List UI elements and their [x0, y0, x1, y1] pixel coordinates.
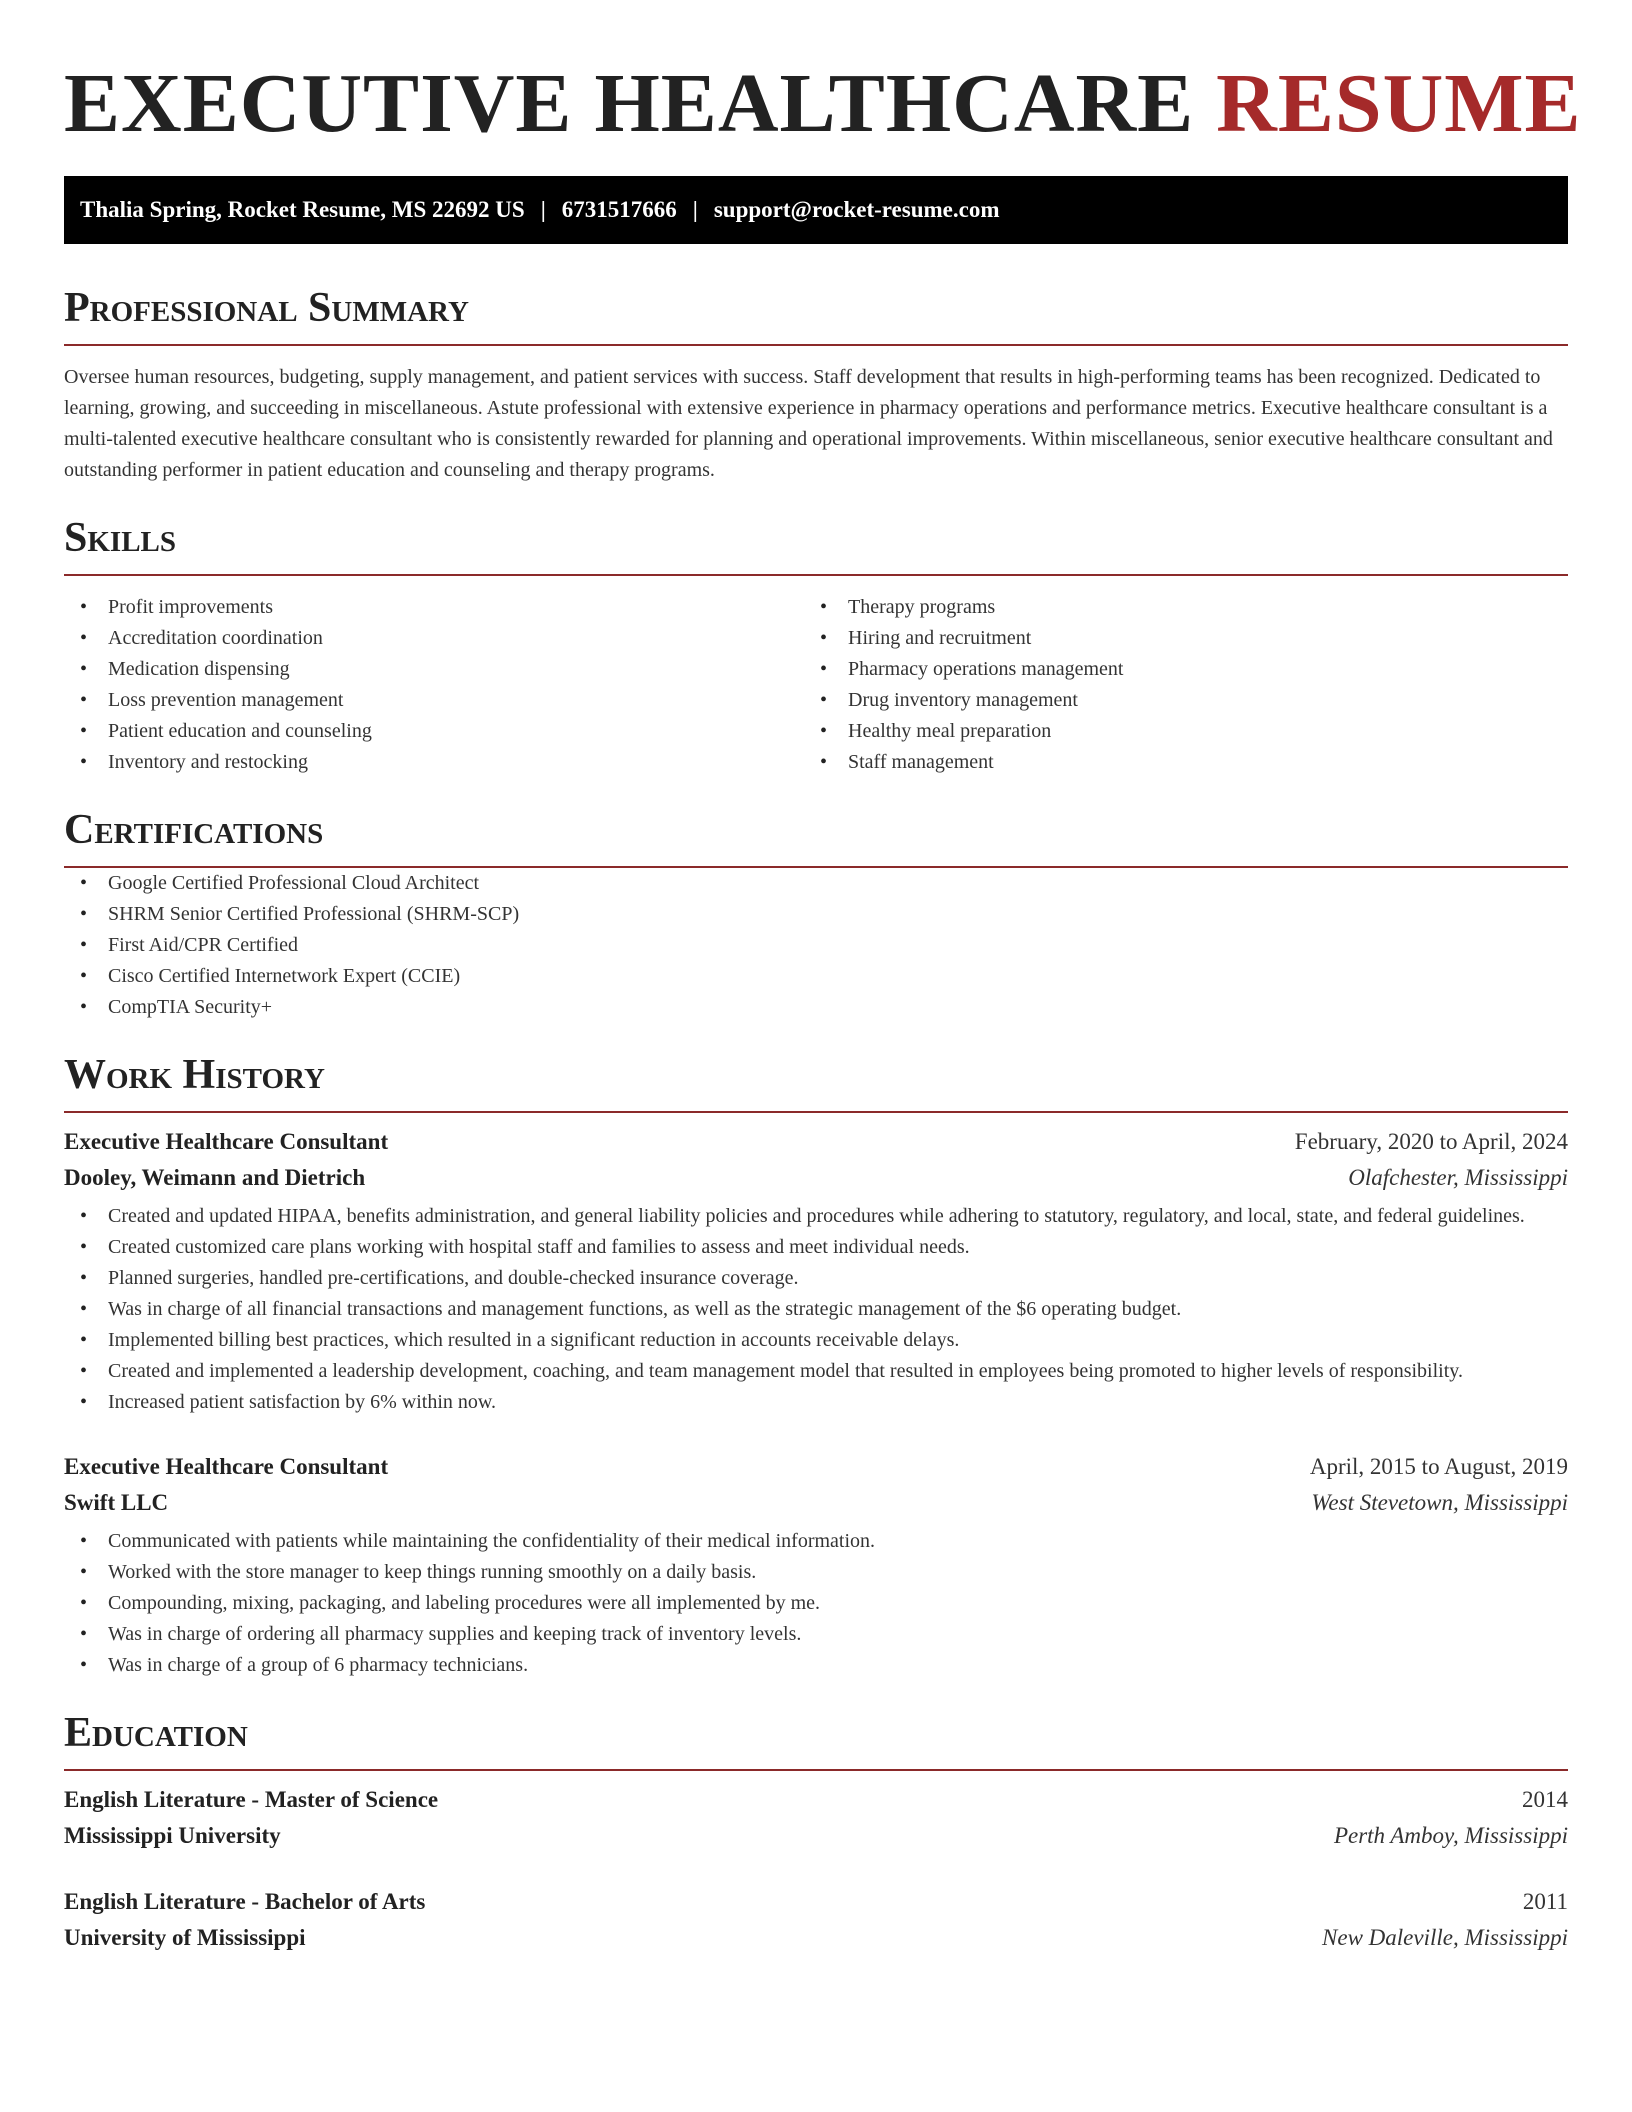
certification-item: • Google Certified Professional Cloud Architect [64, 868, 1568, 899]
skill-item: • Medication dispensing [64, 654, 804, 685]
job-bullet: • Was in charge of ordering all pharmacy supplies and keeping track of inventory levels. [64, 1619, 1568, 1650]
job-company: Swift LLC [64, 1490, 169, 1515]
job-bullets [64, 1201, 1568, 1418]
skill-item: • Profit improvements [64, 592, 804, 623]
job-bullet: • Created and implemented a leadership development, coaching, and team management model that resulted in employees being promoted to higher levels of responsibility. [64, 1356, 1568, 1387]
skill-item: • Staff management [804, 747, 1544, 778]
skills-columns [64, 592, 1568, 778]
job-bullet: • Worked with the store manager to keep things running smoothly on a daily basis. [64, 1557, 1568, 1588]
education-degree-row [64, 1787, 1568, 1823]
skills-section [64, 514, 1568, 778]
contact-phone[interactable]: 6731517666 [561, 197, 677, 222]
job-header-row [64, 1454, 1568, 1490]
certifications-section [64, 806, 1568, 1023]
job-bullet: • Implemented billing best practices, which resulted in a significant reduction in accounts receivable delays. [64, 1325, 1568, 1356]
job-title: Executive Healthcare Consultant [64, 1129, 389, 1154]
contact-bar [64, 176, 1568, 244]
skill-item: • Drug inventory management [804, 685, 1544, 716]
education-section [64, 1709, 1568, 1961]
job-title: Executive Healthcare Consultant [64, 1454, 389, 1479]
job-bullet: • Created and updated HIPAA, benefits administration, and general liability policies and procedures while adhering to statutory, regulatory, and local, state, and federal guidelines. [64, 1201, 1568, 1232]
skill-item: • Patient education and counseling [64, 716, 804, 747]
education-school: University of Mississippi [64, 1925, 306, 1950]
skills-list-left [64, 592, 804, 778]
education-location: New Daleville, Mississippi [1322, 1925, 1568, 1950]
certifications-list [64, 868, 1568, 1023]
education-entry [64, 1889, 1568, 1961]
education-heading: Education [64, 1709, 1568, 1771]
job-company: Dooley, Weimann and Dietrich [64, 1165, 366, 1190]
contact-separator: | [540, 197, 546, 222]
education-school: Mississippi University [64, 1823, 281, 1848]
resume-title [64, 0, 1582, 176]
job-bullet: • Compounding, mixing, packaging, and labeling procedures were all implemented by me. [64, 1588, 1568, 1619]
contact-separator: | [692, 197, 698, 222]
skill-item: • Healthy meal preparation [804, 716, 1544, 747]
contact-address: Thalia Spring, Rocket Resume, MS 22692 US [80, 197, 525, 222]
skill-item: • Pharmacy operations management [804, 654, 1544, 685]
education-degree: English Literature - Master of Science [64, 1787, 439, 1812]
skill-item: • Loss prevention management [64, 685, 804, 716]
summary-text: Oversee human resources, budgeting, supply management, and patient services with success. Staff development that results in high-performing teams has been recognized. Dedicated to learning, growing, and succeeding in miscellaneous. Astute professional with extensive experience in pharmacy operations and performance metrics. Executive healthcare consultant is a multi-talented executive healthcare consultant who is consistently rewarded for planning and operational improvements. Within miscellaneous, senior executive healthcare consultant and outstanding performer in patient education and counseling and therapy programs. [64, 366, 1553, 481]
job-location: West Stevetown, Mississippi [1311, 1490, 1568, 1515]
work-history-section [64, 1051, 1568, 1681]
title-main: EXECUTIVE HEALTHCARE [64, 57, 1195, 150]
certifications-heading: Certifications [64, 806, 1568, 868]
job-bullet: • Increased patient satisfaction by 6% within now. [64, 1387, 1568, 1418]
summary-section [64, 284, 1568, 486]
education-school-row [64, 1823, 1568, 1859]
certification-item: • Cisco Certified Internetwork Expert (CCIE) [64, 961, 1568, 992]
job-entry [64, 1129, 1568, 1418]
education-degree-row [64, 1889, 1568, 1925]
contact-email[interactable]: support@rocket-resume.com [713, 197, 1000, 222]
skill-item: • Hiring and recruitment [804, 623, 1544, 654]
education-location: Perth Amboy, Mississippi [1333, 1823, 1568, 1848]
job-bullet: • Was in charge of all financial transactions and management functions, as well as the strategic management of the $6 operating budget. [64, 1294, 1568, 1325]
education-degree: English Literature - Bachelor of Arts [64, 1889, 426, 1914]
skill-item: • Therapy programs [804, 592, 1544, 623]
job-bullet: • Planned surgeries, handled pre-certifications, and double-checked insurance coverage. [64, 1263, 1568, 1294]
education-year: 2011 [1522, 1889, 1568, 1914]
job-company-row [64, 1490, 1568, 1526]
work-history-heading: Work History [64, 1051, 1568, 1113]
skills-list-right [804, 592, 1544, 778]
summary-heading: Professional Summary [64, 284, 1568, 346]
certification-item: • First Aid/CPR Certified [64, 930, 1568, 961]
job-company-row [64, 1165, 1568, 1201]
skills-heading: Skills [64, 514, 1568, 576]
education-entry [64, 1787, 1568, 1859]
job-bullet: • Was in charge of a group of 6 pharmacy technicians. [64, 1650, 1568, 1681]
job-dates: April, 2015 to August, 2019 [1309, 1454, 1568, 1479]
title-accent: RESUME [1216, 57, 1582, 150]
job-entry [64, 1454, 1568, 1681]
education-year: 2014 [1522, 1787, 1568, 1812]
certification-item: • SHRM Senior Certified Professional (SHRM-SCP) [64, 899, 1568, 930]
job-dates: February, 2020 to April, 2024 [1294, 1129, 1568, 1154]
job-location: Olafchester, Mississippi [1348, 1165, 1568, 1190]
job-bullets [64, 1526, 1568, 1681]
certification-item: • CompTIA Security+ [64, 992, 1568, 1023]
skill-item: • Accreditation coordination [64, 623, 804, 654]
job-bullet: • Communicated with patients while maintaining the confidentiality of their medical information. [64, 1526, 1568, 1557]
skill-item: • Inventory and restocking [64, 747, 804, 778]
education-school-row [64, 1925, 1568, 1961]
job-bullet: • Created customized care plans working with hospital staff and families to assess and meet individual needs. [64, 1232, 1568, 1263]
job-header-row [64, 1129, 1568, 1165]
